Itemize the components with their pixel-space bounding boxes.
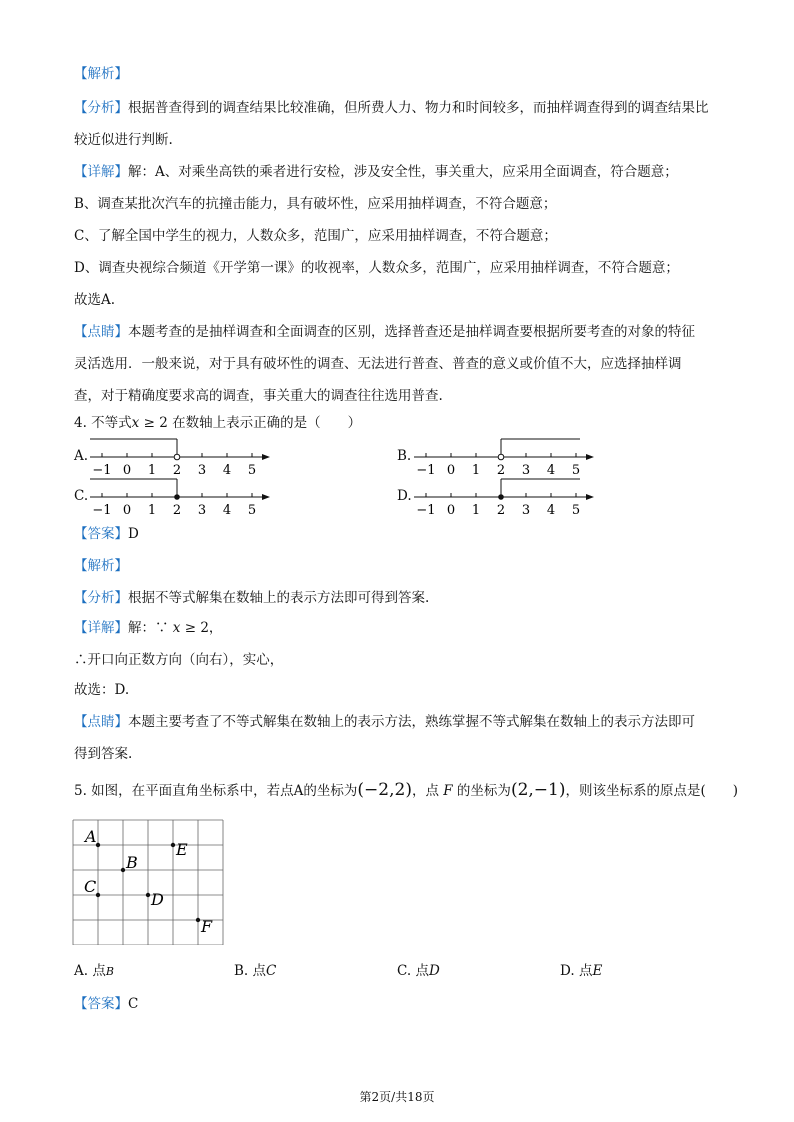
tick-label: 5 xyxy=(247,463,257,478)
question-4-stem: 4. 不等式x ≥ 2 在数轴上表示正确的是（ ） xyxy=(74,415,362,431)
point-e xyxy=(171,843,175,847)
select-line: 故选A. xyxy=(74,292,116,308)
q4-option-c-numberline[interactable] xyxy=(86,474,276,518)
open-endpoint xyxy=(498,454,504,460)
tick-label: 5 xyxy=(571,463,581,478)
tick-label: 2 xyxy=(172,463,182,478)
tick-label: 4 xyxy=(222,503,232,518)
q5-option-d[interactable]: D. 点E xyxy=(560,963,603,979)
point-label: C xyxy=(84,877,97,896)
comment-line: 查，对于精确度要求高的调查，事关重大的调查往往选用普查. xyxy=(74,388,443,404)
comment-line: 灵活选用．一般来说，对于具有破坏性的调查、无法进行普查、普查的意义或价值不大，应选择抽样调 xyxy=(74,356,682,372)
q4-detail-line: ∴开口向正数方向（向右），实心， xyxy=(74,652,284,668)
closed-endpoint xyxy=(498,494,504,500)
page-footer: 第2页/共18页 xyxy=(359,1090,435,1104)
q4-select-line: 故选：D. xyxy=(74,682,130,698)
tick-label: 3 xyxy=(197,503,207,518)
tick-label: 3 xyxy=(521,463,531,478)
q4-option-d-numberline[interactable] xyxy=(410,474,600,518)
tick-label: 5 xyxy=(247,503,257,518)
point-d xyxy=(146,893,150,897)
tick-label: −1 xyxy=(416,503,436,518)
tick-label: −1 xyxy=(416,463,436,478)
point-b xyxy=(121,868,125,872)
tick-label: 0 xyxy=(446,463,456,478)
q4-option-c-label[interactable]: C. xyxy=(74,488,89,504)
tick-label: 0 xyxy=(446,503,456,518)
axis-arrow xyxy=(262,494,270,500)
q5-answer-line: 【答案】C xyxy=(74,996,139,1012)
detail-line: C、了解全国中学生的视力，人数众多，范围广，应采用抽样调查，不符合题意； xyxy=(74,228,557,244)
q5-option-a[interactable]: A. 点B xyxy=(74,963,114,979)
q4-option-d-label[interactable]: D. xyxy=(397,488,412,504)
q5-option-b[interactable]: B. 点C xyxy=(234,963,277,979)
point-label: A xyxy=(85,827,97,846)
axis-arrow xyxy=(586,454,594,460)
point-label: E xyxy=(176,840,188,859)
tick-label: 1 xyxy=(471,503,481,518)
tick-label: 3 xyxy=(521,503,531,518)
open-endpoint xyxy=(174,454,180,460)
point-label: B xyxy=(126,853,138,872)
tick-label: 5 xyxy=(571,503,581,518)
tick-label: 0 xyxy=(122,463,132,478)
analysis-heading: 【解析】 xyxy=(74,66,128,82)
q5-option-c[interactable]: C. 点D xyxy=(397,963,440,979)
detail-line: B、调查某批次汽车的抗撞击能力，具有破坏性，应采用抽样调查，不符合题意； xyxy=(74,196,557,212)
tick-label: −1 xyxy=(92,463,112,478)
point-label: D xyxy=(151,890,164,909)
q4-detail-line: 【详解】解：∵ x ≥ 2， xyxy=(74,620,223,636)
tick-label: 1 xyxy=(471,463,481,478)
tick-label: 1 xyxy=(147,503,157,518)
tick-label: 3 xyxy=(197,463,207,478)
q4-comment-line: 得到答案. xyxy=(74,746,133,762)
tick-label: 4 xyxy=(222,463,232,478)
q4-option-b-label[interactable]: B. xyxy=(397,448,412,464)
axis-arrow xyxy=(262,454,270,460)
detail-line: 【详解】解：A、对乘坐高铁的乘者进行安检，涉及安全性，事关重大，应采用全面调查，符合题意； xyxy=(74,164,678,180)
tick-label: −1 xyxy=(92,503,112,518)
tick-label: 1 xyxy=(147,463,157,478)
q4-answer-line: 【答案】D xyxy=(74,526,139,542)
tick-label: 4 xyxy=(546,463,556,478)
tick-label: 2 xyxy=(172,503,182,518)
analysis-line: 【分析】根据普查得到的调查结果比较准确，但所费人力、物力和时间较多，而抽样调查得到的调查结果比 xyxy=(74,100,709,116)
q4-analysis-line: 【分析】根据不等式解集在数轴上的表示方法即可得到答案. xyxy=(74,590,430,606)
q4-option-a-label[interactable]: A. xyxy=(74,448,89,464)
q4-analysis-heading: 【解析】 xyxy=(74,558,128,574)
tick-label: 2 xyxy=(496,503,506,518)
point-f xyxy=(196,918,200,922)
question-5-stem: 5. 如图，在平面直角坐标系中，若点A的坐标为(−2,2)，点 F 的坐标为(2,−1)，则该坐标系的原点是( ) xyxy=(74,780,739,800)
tick-label: 4 xyxy=(546,503,556,518)
tick-label: 2 xyxy=(496,463,506,478)
point-c xyxy=(96,893,100,897)
analysis-line: 较近似进行判断. xyxy=(74,132,173,148)
axis-arrow xyxy=(586,494,594,500)
coordinate-grid-figure xyxy=(72,819,224,945)
tick-label: 0 xyxy=(122,503,132,518)
point-label: F xyxy=(201,917,213,936)
closed-endpoint xyxy=(174,494,180,500)
q4-option-b-numberline[interactable] xyxy=(410,434,600,478)
q4-option-a-numberline[interactable] xyxy=(86,434,276,478)
q4-comment-line: 【点睛】本题主要考查了不等式解集在数轴上的表示方法，熟练掌握不等式解集在数轴上的表示方法即可 xyxy=(74,714,695,730)
detail-line: D、调查央视综合频道《开学第一课》的收视率，人数众多，范围广，应采用抽样调查，不符合题意； xyxy=(74,260,679,276)
comment-line: 【点睛】本题考查的是抽样调查和全面调查的区别，选择普查还是抽样调查要根据所要考查的对象的特征 xyxy=(74,324,695,340)
